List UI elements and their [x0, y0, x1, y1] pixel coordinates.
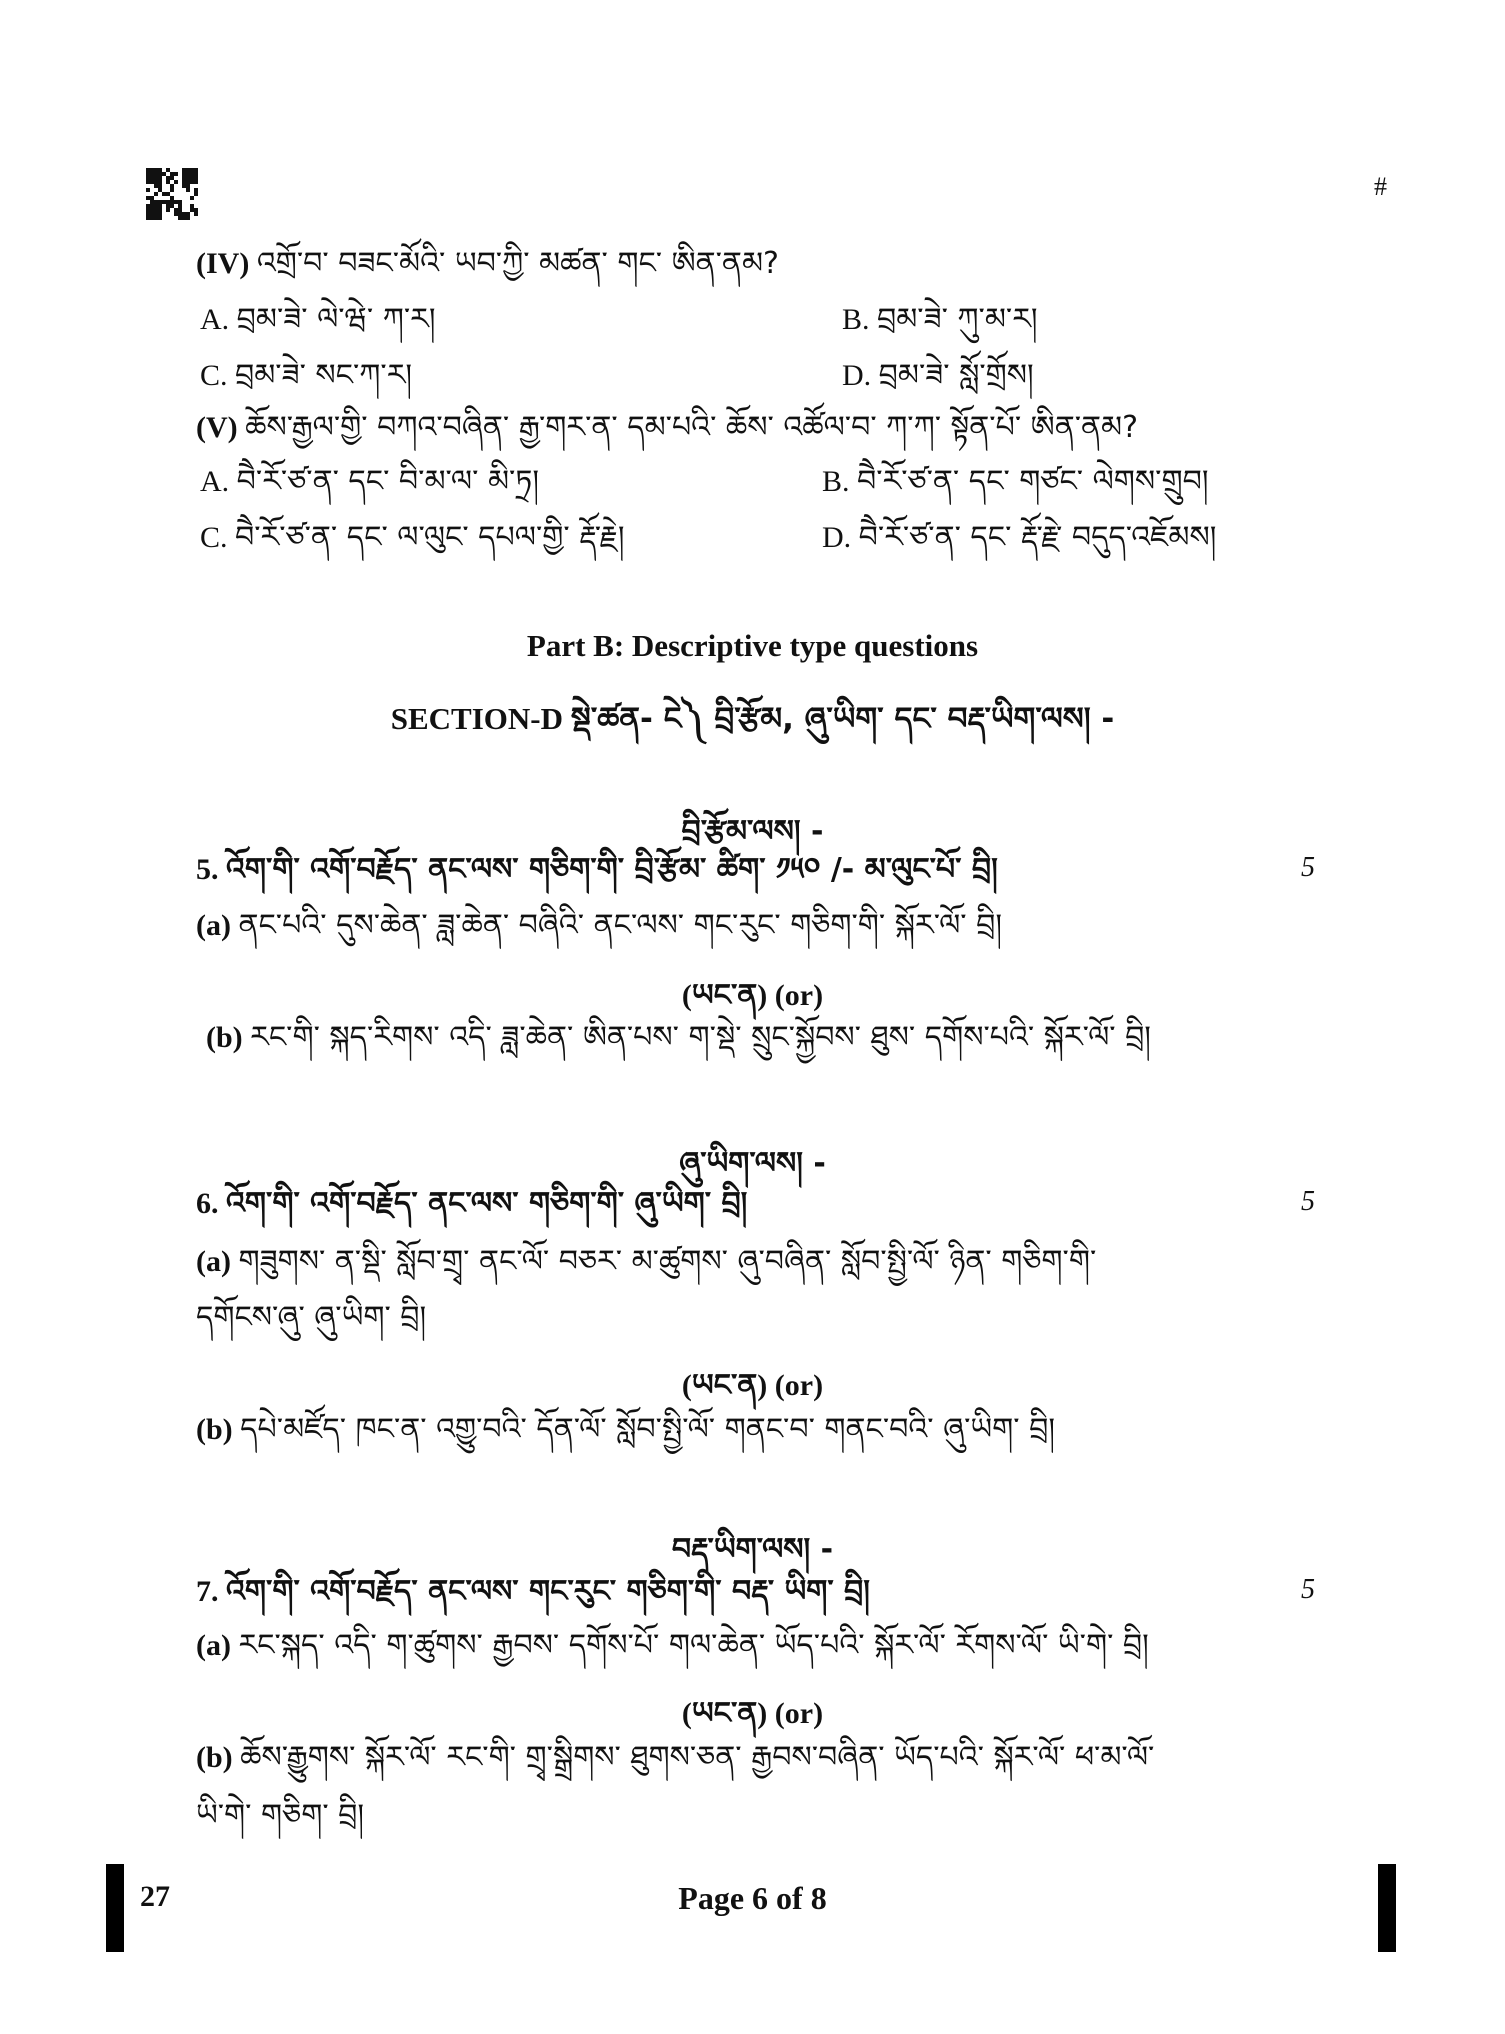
option-d [842, 356, 1034, 396]
option-label: (b) [196, 1741, 233, 1774]
question-6 [196, 1184, 747, 1224]
option-letter: D. [822, 521, 852, 554]
or-tibetan: ཡང་ན [691, 978, 758, 1013]
option-text: གཟུགས་ ན་སྡི་ སློབ་གྲྭ་ ནང་ལོ་ བཅར་ མ་ཚུགས་ ཞུ་བཞིན་ སློབ་སྤྱི་ལོ་ ཉིན་ གཅིག་གི་ [238, 1244, 1097, 1279]
question-7 [196, 1572, 870, 1612]
option-d [822, 518, 1216, 558]
option-letter: C. [200, 521, 228, 554]
option-letter: B. [822, 465, 850, 498]
option-b [206, 1018, 1151, 1058]
sub-heading-application: ཞུ་ཡིག་ལས། - [679, 1146, 826, 1181]
qr-code [146, 168, 198, 220]
option-text: བྲམ་ཟེ་ ལེ་ཝེ་ ཀ་ར། [236, 302, 436, 337]
marks: 5 [1301, 1186, 1315, 1217]
option-c [200, 518, 625, 558]
or-tibetan: ཡང་ན [691, 1696, 758, 1731]
option-a-continued: དགོངས་ཞུ་ ཞུ་ཡིག་ བྲི། [196, 1300, 427, 1335]
option-b [842, 300, 1038, 340]
footer-bar-right [1378, 1864, 1396, 1952]
option-letter: B. [842, 303, 870, 336]
question-text: འོག་གི་ འགོ་བརྗོད་ ནང་ལས་ གཅིག་གི་ ཞུ་ཡིག་ བྲི། [226, 1186, 748, 1221]
question-text: འོག་གི་ འགོ་བརྗོད་ ནང་ལས་ གཅིག་གི་ བྲི་རྩོམ་ ཚིག་ ༡༥༠ /- མ་ལུང་པོ་ བྲི། [226, 852, 998, 887]
page-number: Page 6 of 8 [678, 1880, 827, 1916]
question-number: (IV) [196, 247, 250, 280]
sub-heading-essay: བྲི་རྩོམ་ལས། - [681, 814, 824, 849]
section-label: SECTION-D [390, 701, 563, 736]
option-b-continued: ཡི་གེ་ གཅིག་ བྲི། [196, 1798, 365, 1833]
or-divider: (ཡང་ན) (or) [681, 1368, 824, 1403]
option-letter: C. [200, 359, 228, 392]
question-number: (V) [196, 411, 238, 444]
part-b-title: Part B: Descriptive type questions [526, 628, 979, 663]
option-text: ཆོས་རྒྱུགས་ སྐོར་ལོ་ རང་གི་ གྲྭ་སྒྲིགས་ ཐུགས་ཅན་ རྒྱབས་བཞིན་ ཡོད་པའི་ སྐོར་ལོ་ ཕ་མ་ལོ་ [240, 1740, 1155, 1775]
option-letter: D. [842, 359, 872, 392]
option-a [196, 1242, 1096, 1282]
option-a [200, 462, 539, 502]
question-5 [196, 850, 998, 890]
option-a [196, 1626, 1149, 1666]
section-heading [0, 684, 1505, 771]
option-text: བྲམ་ཟེ་ སློ་གྲོས། [878, 358, 1034, 393]
option-letter: A. [200, 465, 230, 498]
page-hash-mark: # [1374, 172, 1387, 201]
option-text: བཻ་རོ་ཙ་ན་ དང་ བི་མ་ལ་ མི་ཏྲ། [236, 464, 539, 499]
option-text: བྲམ་ཟེ་ ཀུ་མ་ར། [877, 302, 1038, 337]
question-text: འོག་གི་ འགོ་བརྗོད་ ནང་ལས་ གང་རུང་ གཅིག་གི་ བརྡ་ ཡིག་ བྲི། [226, 1574, 870, 1609]
or-divider: (ཡང་ན) (or) [681, 1696, 824, 1731]
question-text: ཆོས་རྒྱལ་གྱི་ བཀའ་བཞིན་ རྒྱ་གར་ན་ དམ་པའི་ ཆོས་ འཚོལ་བ་ ཀ་ཀ་ སྟོན་པོ་ ཨིན་ནམ? [245, 410, 1139, 445]
option-text: བཻ་རོ་ཙ་ན་ དང་ གཙང་ ལེགས་གྲུབ། [857, 464, 1209, 499]
option-text: བཻ་རོ་ཙ་ན་ དང་ ལ་ལུང་ དཔལ་གྱི་ རྡོ་རྗེ། [235, 520, 625, 555]
option-text: རང་གི་ སྐད་རིགས་ འདི་ ཟླ་ཆེན་ ཨིན་པས་ ག་སྡེ་ སྲུང་སྐྱོབས་ ཐུས་ དགོས་པའི་ སྐོར་ལོ་ བྲི། [250, 1020, 1151, 1055]
question-v [196, 408, 1138, 448]
or-english: (or) [774, 1369, 824, 1402]
sub-heading-letter: བརྡ་ཡིག་ལས། - [671, 1532, 834, 1567]
question-number: 7. [196, 1575, 219, 1608]
option-text: ནང་པའི་ དུས་ཆེན་ ཟླ་ཆེན་ བཞིའི་ ནང་ལས་ གང་རུང་ གཅིག་གི་ སྐོར་ལོ་ བྲི། [238, 908, 1003, 943]
option-label: (b) [206, 1021, 243, 1054]
option-text: དཔེ་མཛོད་ ཁང་ན་ འགྱུ་བའི་ དོན་ལོ་ སློབ་སྤྱི་ལོ་ གནང་བ་ གནང་བའི་ ཞུ་ཡིག་ བྲི། [240, 1412, 1056, 1447]
marks: 5 [1301, 1574, 1315, 1605]
option-a [200, 300, 436, 340]
option-text: བཻ་རོ་ཙ་ན་ དང་ རྡོ་རྗེ་ བདུད་འཇོམས། [858, 520, 1217, 555]
option-b [196, 1410, 1055, 1450]
question-iv [196, 244, 779, 284]
option-a [196, 906, 1002, 946]
question-number: 5. [196, 853, 219, 886]
option-text: བྲམ་ཟེ་ སང་ཀ་ར། [235, 358, 413, 393]
or-english: (or) [774, 1697, 824, 1730]
option-label: (a) [196, 1629, 231, 1662]
or-tibetan: ཡང་ན [691, 1368, 758, 1403]
option-label: (a) [196, 1245, 231, 1278]
option-label: (a) [196, 909, 231, 942]
marks: 5 [1301, 852, 1315, 883]
paper-code: 27 [140, 1880, 170, 1913]
section-title-tibetan: སྡེ་ཚན- ངེ༽ བྲི་རྩོམ, ཞུ་ཡིག་ དང་ བརྡ་ཡིག་ལས། - [570, 701, 1115, 737]
question-number: 6. [196, 1187, 219, 1220]
option-text: རང་སྐད་ འདི་ ག་ཚུགས་ རྒྱབས་ དགོས་པོ་ གལ་ཆེན་ ཡོད་པའི་ སྐོར་ལོ་ རོགས་ལོ་ ཡི་གེ་ བྲི། [238, 1628, 1149, 1663]
option-c [200, 356, 412, 396]
or-english: (or) [774, 979, 824, 1012]
or-divider: (ཡང་ན) (or) [681, 978, 824, 1013]
option-label: (b) [196, 1413, 233, 1446]
option-b [822, 462, 1208, 502]
option-letter: A. [200, 303, 230, 336]
question-text: འགྲོ་བ་ བཟང་མོའི་ ཡབ་ཀྱི་ མཚན་ གང་ ཨིན་ནམ? [256, 246, 779, 281]
option-b [196, 1738, 1154, 1778]
